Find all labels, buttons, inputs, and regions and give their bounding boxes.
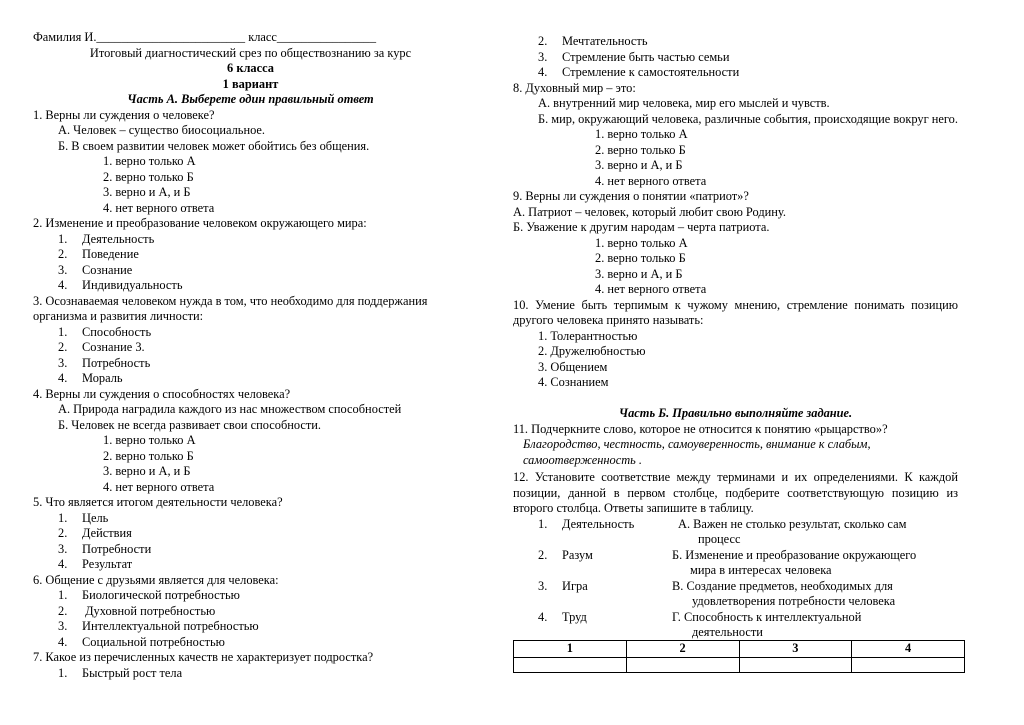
q12-row-cont: деятельности xyxy=(692,625,763,639)
q10-option: 3. Общением xyxy=(538,359,608,374)
q5-option: 2. Действия xyxy=(58,526,132,540)
q2-option: 2. Поведение xyxy=(58,247,139,261)
answer-cell[interactable] xyxy=(626,657,739,672)
q3-option: 4. Мораль xyxy=(58,371,123,385)
q2-option: 3. Сознание xyxy=(58,262,133,277)
q12-row-cont: процесс xyxy=(698,532,741,546)
q1-option: 4. нет верного ответа xyxy=(103,200,215,215)
q7-option: 2. Мечтательность xyxy=(538,34,648,48)
q11-words: Благородство, честность, самоуверенность, внимание к слабым, самоотверженность . xyxy=(523,437,871,467)
q5-text: 5. Что является итогом деятельности человека? xyxy=(33,495,283,509)
q12-row: 4. Труд Г. Способность к интеллектуальной xyxy=(538,609,862,624)
q3-text: 3. Осознаваемая человеком нужда в том, что необходимо для поддержания организма и развития личности: xyxy=(33,293,428,323)
q12-row-cont: удовлетворения потребности человека xyxy=(692,594,896,608)
answer-header-cell: 2 xyxy=(626,641,739,658)
q3-option: 1. Способность xyxy=(58,324,152,339)
q8-text: 8. Духовный мир – это: xyxy=(513,80,636,95)
q12-row: 1. Деятельность А. Важен не столько результат, сколько сам xyxy=(538,516,907,531)
q1-option: 2. верно только Б xyxy=(103,169,194,184)
page-title: Итоговый диагностический срез по обществознанию за курс xyxy=(89,45,412,60)
q9-text: 9. Верны ли суждения о понятии «патриот»? xyxy=(513,189,749,203)
q10-text: 10. Умение быть терпимым к чужому мнению, стремление понимать позицию другого человека принято называть: xyxy=(513,297,958,327)
q7-option: 3. Стремление быть частью семьи xyxy=(538,49,730,64)
q4-a: А. Природа наградила каждого из нас множеством способностей xyxy=(58,402,402,416)
answer-cell[interactable] xyxy=(514,657,627,672)
q12-row: 2. Разум Б. Изменение и преобразование окружающего xyxy=(538,547,917,562)
q4-option: 3. верно и А, и Б xyxy=(103,464,191,478)
q5-option: 4. Результат xyxy=(58,557,133,571)
left-column xyxy=(33,30,468,681)
q9-option: 1. верно только А xyxy=(595,235,688,250)
q9-a: А. Патриот – человек, который любит свою Родину. xyxy=(513,204,786,219)
q12-row: 3. Игра В. Создание предметов, необходимых для xyxy=(538,578,893,593)
q11-text: 11. Подчеркните слово, которое не относится к понятию «рыцарство»? xyxy=(513,421,888,436)
q4-option: 4. нет верного ответа xyxy=(103,479,215,494)
q1-a: А. Человек – существо биосоциальное. xyxy=(58,123,266,137)
answer-header-cell: 3 xyxy=(739,641,852,658)
q10-option: 4. Сознанием xyxy=(538,375,609,389)
q10-option: 1. Толерантностью xyxy=(538,328,638,343)
answer-cell[interactable] xyxy=(739,657,852,672)
q3-option: 2. Сознание 3. xyxy=(58,340,145,354)
q1-text: 1. Верны ли суждения о человеке? xyxy=(33,107,215,122)
answer-header-cell: 4 xyxy=(852,641,965,658)
q4-option: 2. верно только Б xyxy=(103,448,194,463)
q9-option: 4. нет верного ответа xyxy=(595,282,707,296)
q1-option: 1. верно только А xyxy=(103,154,196,168)
q7-option: 4. Стремление к самостоятельности xyxy=(538,65,740,79)
q8-a: А. внутренний мир человека, мир его мыслей и чувств. xyxy=(538,96,830,110)
q9-option: 3. верно и А, и Б xyxy=(595,266,683,281)
q9-b: Б. Уважение к другим народам – черта патриота. xyxy=(513,220,770,234)
q6-option: 4. Социальной потребностью xyxy=(58,634,225,649)
q4-b: Б. Человек не всегда развивает свои способности. xyxy=(58,417,322,432)
q6-text: 6. Общение с друзьями является для человека: xyxy=(33,572,279,587)
q12-row-cont: мира в интересах человека xyxy=(690,563,832,577)
right-column xyxy=(513,34,958,673)
q8-option: 3. верно и А, и Б xyxy=(595,158,683,172)
answer-table xyxy=(513,640,965,673)
part-b-heading: Часть Б. Правильно выполняйте задание. xyxy=(618,406,853,420)
q8-option: 4. нет верного ответа xyxy=(595,173,707,188)
q1-option: 3. верно и А, и Б xyxy=(103,185,191,199)
answer-table-row xyxy=(514,657,965,672)
name-line: Фамилия И.________________________ класс________________ xyxy=(33,30,377,44)
q4-option: 1. верно только А xyxy=(103,433,196,447)
q4-text: 4. Верны ли суждения о способностях человека? xyxy=(33,386,291,401)
q7-text: 7. Какое из перечисленных качеств не характеризует подростка? xyxy=(33,650,374,664)
q6-option: 1. Биологической потребностью xyxy=(58,588,240,602)
q6-option: 2. Духовной потребностью xyxy=(58,603,216,618)
q2-text: 2. Изменение и преобразование человеком окружающего мира: xyxy=(33,216,367,230)
grade: 6 класса xyxy=(227,61,274,75)
q2-option: 1. Деятельность xyxy=(58,231,155,246)
q2-option: 4. Индивидуальность xyxy=(58,278,183,292)
q1-b: Б. В своем развитии человек может обойтись без общения. xyxy=(58,138,370,153)
variant: 1 вариант xyxy=(222,76,279,91)
q8-option: 1. верно только А xyxy=(595,127,688,141)
q3-option: 3. Потребность xyxy=(58,355,151,370)
q8-b: Б. мир, окружающий человека, различные события, происходящие вокруг него. xyxy=(538,111,958,126)
answer-cell[interactable] xyxy=(852,657,965,672)
answer-table-header xyxy=(514,641,965,658)
q5-option: 1. Цель xyxy=(58,510,109,525)
part-a-heading: Часть А. Выберете один правильный ответ xyxy=(127,92,374,106)
answer-header-cell: 1 xyxy=(514,641,627,658)
q5-option: 3. Потребности xyxy=(58,541,152,556)
q7-option: 1. Быстрый рост тела xyxy=(58,665,183,680)
q9-option: 2. верно только Б xyxy=(595,251,686,265)
q6-option: 3. Интеллектуальной потребностью xyxy=(58,619,259,633)
q10-option: 2. Дружелюбностью xyxy=(538,344,646,358)
q8-option: 2. верно только Б xyxy=(595,142,686,157)
q12-text: 12. Установите соответствие между терминами и их определениями. К каждой позиции, данной в первом столбце, подберите соответствующую позицию из второго столбца. Ответы запишите в таблицу. xyxy=(513,470,958,515)
